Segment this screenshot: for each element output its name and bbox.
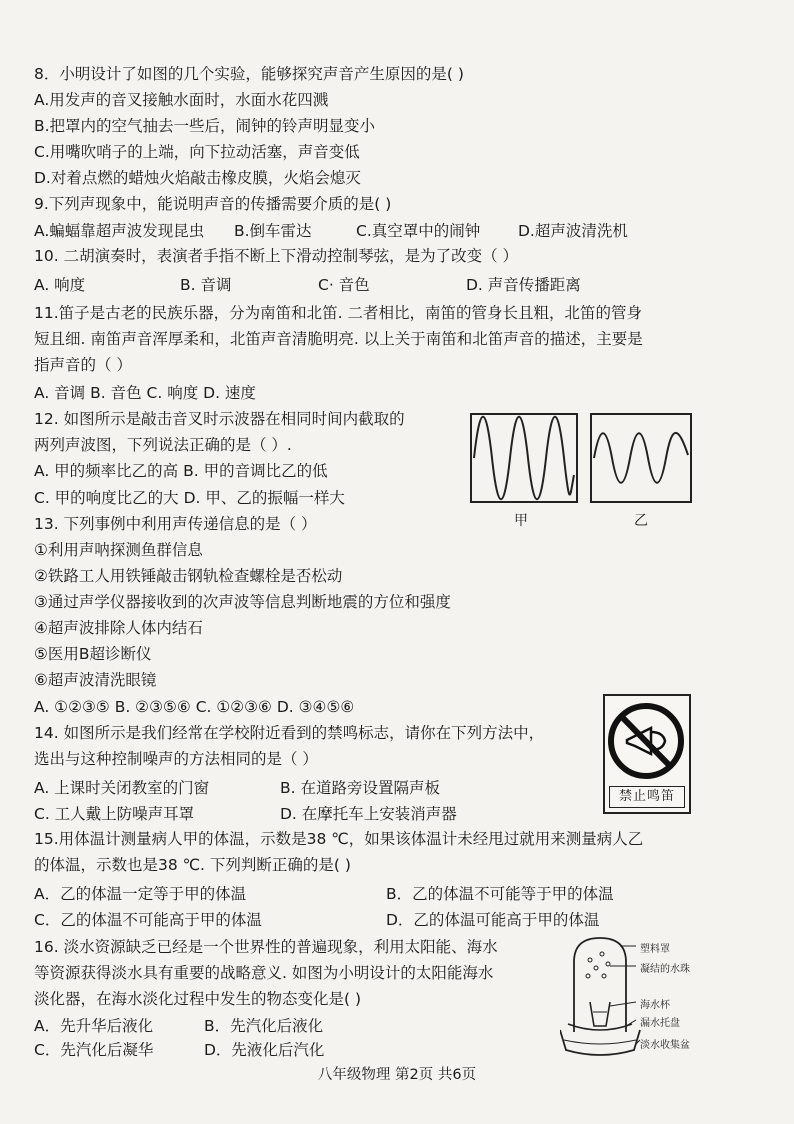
q16-option-c: C．先汽化后凝华 [34,1041,154,1059]
q10-option-c: C· 音色 [318,276,370,294]
q9-option-c: C.真空罩中的闹钟 [356,222,481,240]
q14-option-b: B. 在道路旁设置隔声板 [280,779,440,797]
q15-option-d: D．乙的体温可能高于甲的体温 [386,911,600,929]
label-freshwater-basin: 淡水收集盆 [640,1040,690,1051]
q16-line1: 16. 淡水资源缺乏已经是一个世界性的普遍现象，利用太阳能、海水 [34,938,498,956]
q8-option-c: C.用嘴吹哨子的上端，向下拉动活塞，声音变低 [34,143,360,161]
q16-option-b: B．先汽化后液化 [204,1017,324,1035]
q13-item-1: ①利用声呐探测鱼群信息 [34,541,203,559]
q16-option-a: A．先升华后液化 [34,1017,154,1035]
q14-line2: 选出与这种控制噪声的方法相同的是（ ） [34,750,318,768]
q14-option-d: D. 在摩托车上安装消声器 [280,805,457,823]
q8-option-a: A.用发声的音叉接触水面时，水面水花四溅 [34,91,329,109]
q13-item-5: ⑤医用B超诊断仪 [34,645,152,663]
q16-line2: 等资源获得淡水具有重要的战略意义. 如图为小明设计的太阳能海水 [34,964,494,982]
label-leak-tray: 漏水托盘 [640,1018,680,1029]
q9-option-b: B.倒车雷达 [234,222,312,240]
q15-option-a: A．乙的体温一定等于甲的体温 [34,885,247,903]
q9-option-a: A.蝙蝠靠超声波发现昆虫 [34,222,205,240]
q16-line3: 淡化器，在海水淡化过程中发生的物态变化是( ) [34,990,362,1008]
q8-option-b: B.把罩内的空气抽去一些后，闹钟的铃声明显变小 [34,117,376,135]
q8-stem: 8．小明设计了如图的几个实验，能够探究声音产生原因的是( ) [34,65,464,83]
page-footer: 八年级物理 第2页 共6页 [317,1067,477,1083]
q13-item-3: ③通过声学仪器接收到的次声波等信息判断地震的方位和强度 [34,593,451,611]
q13-options: A. ①②③⑤ B. ②③⑤⑥ C. ①②③⑥ D. ③④⑤⑥ [34,698,355,716]
q14-option-a: A. 上课时关闭教室的门窗 [34,779,210,797]
q13-stem: 13. 下列事例中利用声传递信息的是（ ） [34,515,317,533]
no-horn-sign [603,694,691,814]
q9-option-d: D.超声波清洗机 [518,222,628,240]
q11-options: A. 音调 B. 音色 C. 响度 D. 速度 [34,384,256,402]
q10-option-a: A. 响度 [34,276,86,294]
q10-option-b: B. 音调 [180,276,232,294]
caption-yi: 乙 [634,513,648,529]
q11-line2: 短且细. 南笛声音浑厚柔和，北笛声音清脆明亮. 以上关于南笛和北笛声音的描述，主要是 [34,330,643,348]
q14-line1: 14. 如图所示是我们经常在学校附近看到的禁鸣标志，请你在下列方法中， [34,724,545,742]
label-seawater-cup: 海水杯 [640,1000,670,1011]
q15-option-b: B．乙的体温不可能等于甲的体温 [386,885,614,903]
q15-line1: 15.用体温计测量病人甲的体温，示数是38 ℃，如果该体温计未经甩过就用来测量病人乙 [34,830,644,848]
q8-option-d: D.对着点燃的蜡烛火焰敲击橡皮膜，火焰会熄灭 [34,169,361,187]
waveform-jia [470,413,578,503]
q12-options-cd: C. 甲的响度比乙的大 D. 甲、乙的振幅一样大 [34,489,345,507]
q12-options-ab: A. 甲的频率比乙的高 B. 甲的音调比乙的低 [34,462,328,480]
q13-item-4: ④超声波排除人体内结石 [34,619,203,637]
label-condensed-droplets: 凝结的水珠 [640,964,690,975]
q15-line2: 的体温，示数也是38 ℃. 下列判断正确的是( ) [34,856,351,874]
q15-option-c: C．乙的体温不可能高于甲的体温 [34,911,262,929]
q11-line3: 指声音的（ ） [34,356,132,374]
caption-jia: 甲 [514,513,528,529]
q10-option-d: D. 声音传播距离 [466,276,581,294]
q12-line1: 12. 如图所示是敲击音叉时示波器在相同时间内截取的 [34,410,405,428]
waveform-yi [590,413,692,503]
label-plastic-cover: 塑料罩 [640,944,670,955]
q11-line1: 11.笛子是古老的民族乐器，分为南笛和北笛. 二者相比，南笛的管身长且粗，北笛的管身 [34,304,643,322]
q13-item-6: ⑥超声波清洗眼镜 [34,671,157,689]
q10-stem: 10. 二胡演奏时，表演者手指不断上下滑动控制琴弦，是为了改变（ ） [34,247,519,265]
q12-line2: 两列声波图，下列说法正确的是（ ）. [34,436,292,454]
q16-option-d: D．先液化后汽化 [204,1041,325,1059]
no-horn-sign-label: 禁止鸣笛 [609,786,685,808]
q13-item-2: ②铁路工人用铁锤敲击钢轨检查螺栓是否松动 [34,567,343,585]
q14-option-c: C. 工人戴上防噪声耳罩 [34,805,195,823]
q9-stem: 9.下列声现象中，能说明声音的传播需要介质的是( ) [34,195,392,213]
